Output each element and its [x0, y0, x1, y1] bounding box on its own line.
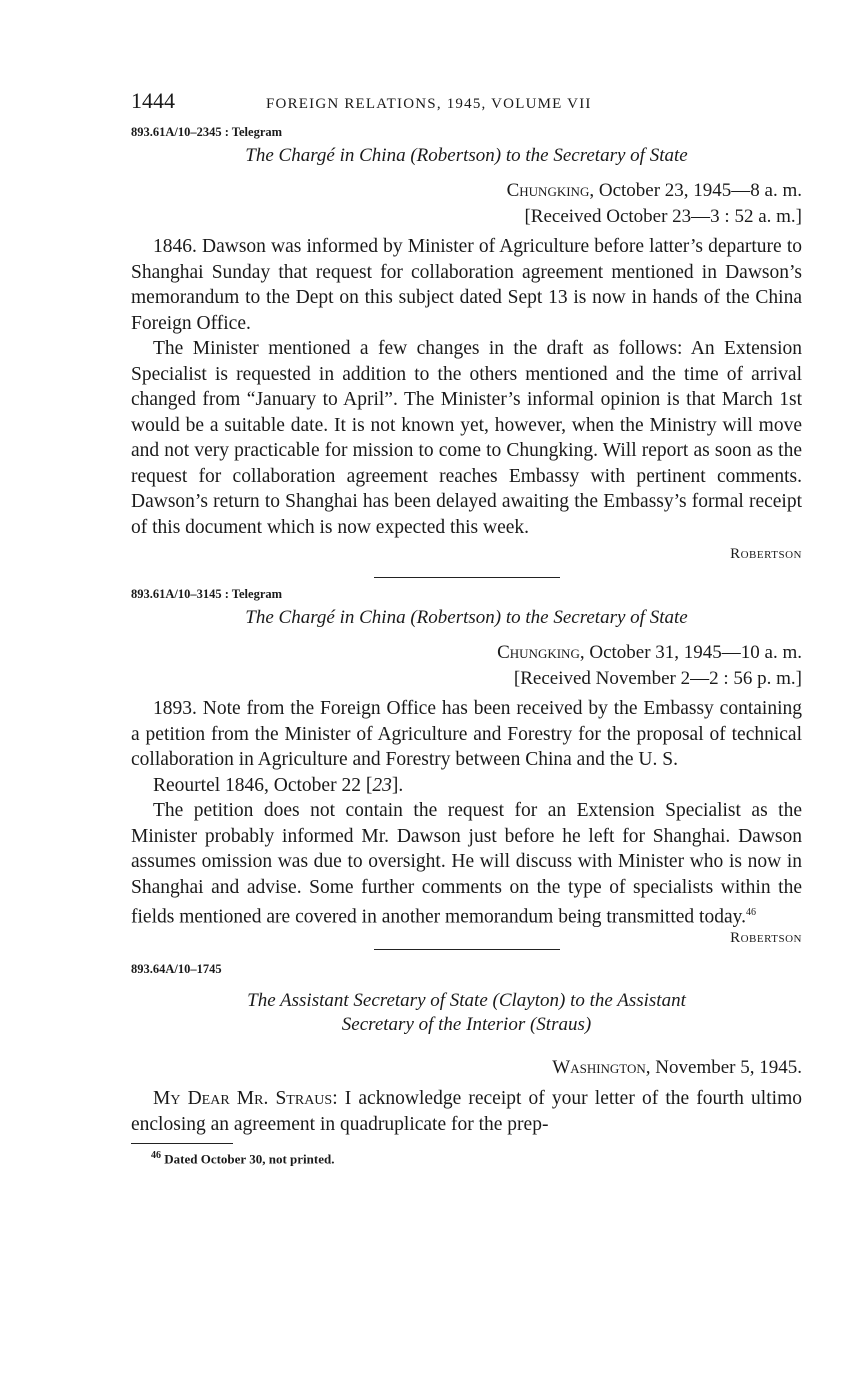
doc3-paragraph [131, 1086, 802, 1137]
doc2-ref-close: ]. [391, 774, 404, 796]
footnote-text: Dated October 30, not printed. [161, 1151, 335, 1167]
section-divider [374, 949, 560, 950]
doc1-title: The Chargé in China (Robertson) to the Secretary of State [245, 145, 688, 166]
footnote-reference[interactable]: 46 [745, 907, 756, 918]
footnote-rule [131, 1143, 233, 1144]
section-divider [374, 577, 560, 578]
footnote-mark: 46 [151, 1150, 161, 1161]
page-header [131, 88, 802, 122]
doc2-date: October 31, 1945—10 a. m. [584, 642, 802, 663]
footnote [131, 1150, 802, 1167]
doc2-paragraph [131, 798, 802, 930]
doc1-paragraph: 1846. Dawson was informed by Minister of Agriculture before latter’s departure to Shanghai Sunday that request for collaboration agreement mentioned in Dawson’s memorandum to the Dept on this subject dated Sept 13 is now in hands of the China Foreign Office. [131, 236, 802, 334]
doc2-place: Chungking, [497, 642, 585, 663]
doc3-title-line1: The Assistant Secretary of State (Clayton) to the Assistant [247, 990, 686, 1011]
doc1-reference: 893.61A/10–2345 : Telegram [131, 125, 283, 139]
page [131, 88, 802, 1167]
doc2-ref-correction: 23 [372, 774, 392, 796]
doc1-received: [Received October 23—3 : 52 a. m.] [524, 206, 802, 227]
doc2-reference: 893.61A/10–3145 : Telegram [131, 587, 283, 601]
doc3-date: November 5, 1945. [650, 1057, 802, 1078]
doc1-place: Chungking, [506, 180, 595, 201]
doc3-reference: 893.64A/10–1745 [131, 962, 222, 976]
doc2-received: [Received November 2—2 : 56 p. m.] [513, 668, 802, 689]
doc3-salutation: My Dear Mr. Straus: [153, 1088, 338, 1109]
doc2-paragraph: 1893. Note from the Foreign Office has been received by the Embassy containing a petition from the Minister of Agriculture and Forestry for the proposal of technical collaboration in Agriculture and Forestry between China and the U. S. [131, 698, 802, 770]
doc3-title-line2: Secretary of the Interior (Straus) [341, 1014, 592, 1035]
doc1-paragraph: The Minister mentioned a few changes in the draft as follows: An Extension Specialist is requested in addition to the others mentioned and the time of arrival changed from “January to April”. The Minister’s informal opinion is that March 1st would be a suitable date. It is not known yet, however, when the Ministry will move and not very practicable for mission to come to Chungking. Will report as soon as the request for collaboration agreement reaches Embassy with pertinent comments. Dawson’s return to Shanghai has been delayed awaiting the Embassy’s formal receipt of this document which is now expected this week. [131, 338, 802, 538]
doc3-text: I acknowledge receipt of your letter of the fourth ultimo enclosing an agreement in quadruplicate for the prep- [131, 1088, 802, 1135]
doc2-paragraph-text: The petition does not contain the request for an Extension Specialist as the Minister probably informed Mr. Dawson just before he left for Shanghai. Dawson assumes omission was due to oversight. He will discuss with Minister who is now in Shanghai and advise. Some further comments on the type of specialists within the fields mentioned are covered in another memorandum being transmitted today. [131, 800, 802, 928]
doc3-place: Washington, [552, 1057, 651, 1078]
doc2-dateline [131, 640, 802, 666]
doc2-signature: Robertson [730, 930, 802, 946]
doc1-dateline [131, 178, 802, 204]
doc1-date: October 23, 1945—8 a. m. [594, 180, 802, 201]
doc3-dateline [131, 1055, 802, 1081]
doc2-ref-text: Reourtel 1846, October 22 [ [153, 774, 373, 796]
doc1-signature: Robertson [730, 546, 802, 562]
page-number: 1444 [131, 88, 175, 113]
doc2-paragraph [131, 773, 802, 799]
doc2-title: The Chargé in China (Robertson) to the Secretary of State [245, 607, 688, 628]
running-head: FOREIGN RELATIONS, 1945, VOLUME VII [266, 96, 592, 112]
